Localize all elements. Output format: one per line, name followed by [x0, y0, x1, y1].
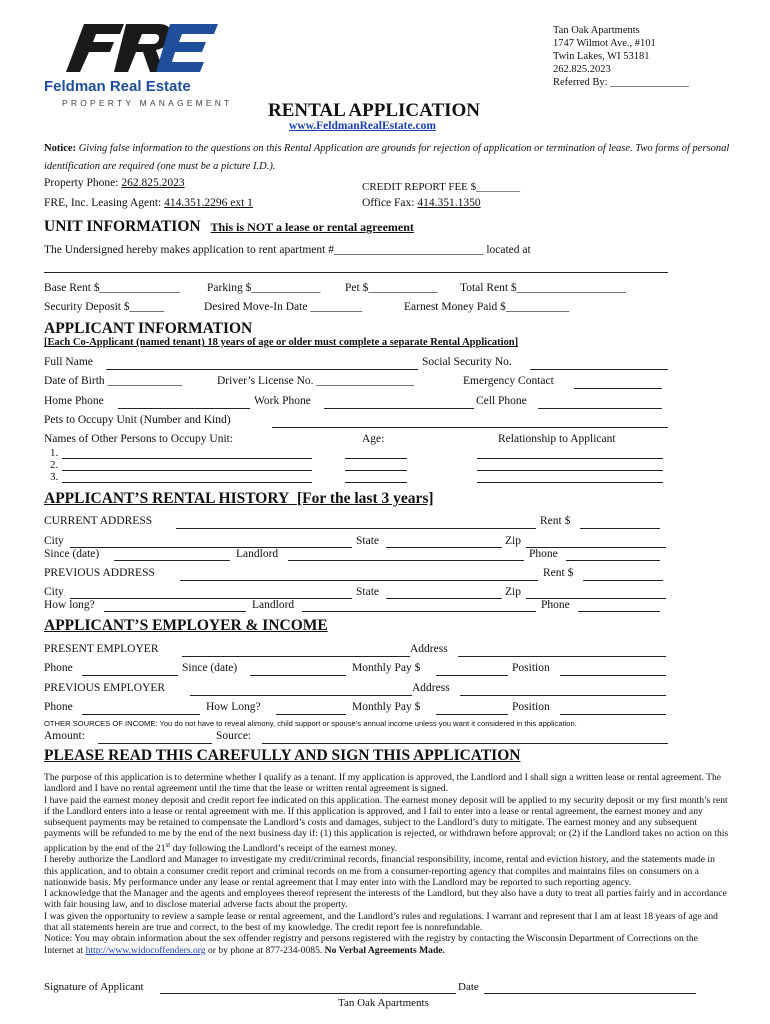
previous-monthly-pay-line[interactable]: [436, 714, 508, 715]
previous-how-long-label: How Long?: [206, 701, 261, 713]
full-name-line[interactable]: [106, 369, 418, 370]
work-phone-line[interactable]: [324, 408, 474, 409]
apartment-number-field[interactable]: The Undersigned hereby makes application to rent apartment #__________________________ located at: [44, 244, 531, 256]
agreement-paragraph: [44, 933, 730, 956]
office-fax-label: Office Fax:: [362, 197, 418, 209]
previous-employer-phone-line[interactable]: [82, 714, 200, 715]
previous-position-label: Position: [512, 701, 550, 713]
agreement-heading: PLEASE READ THIS CAREFULLY AND SIGN THIS APPLICATION: [44, 747, 521, 764]
occupant-relationship-line[interactable]: [477, 482, 663, 483]
notice-text: [44, 140, 734, 176]
address-line: 1747 Wilmot Ave., #101: [553, 38, 656, 49]
previous-landlord-phone-label: Phone: [541, 599, 570, 611]
rental-history-title: APPLICANT’S RENTAL HISTORY: [44, 490, 290, 507]
previous-state-line[interactable]: [386, 598, 502, 599]
address-line: 262.825.2023: [553, 64, 611, 75]
previous-landlord-label: Landlord: [252, 599, 295, 611]
pets-label: Pets to Occupy Unit (Number and Kind): [44, 414, 231, 426]
notice-body: Giving false information to the questions on this Rental Application are grounds for rejection of application or termination of lease. Two forms of personal identification are required (one must be a picture I.D.).: [44, 143, 730, 172]
present-employer-label: PRESENT EMPLOYER: [44, 643, 159, 655]
dob-field[interactable]: Date of Birth _____________: [44, 375, 183, 387]
since-date-label: Since (date): [44, 548, 100, 560]
current-address-line[interactable]: [176, 528, 536, 529]
pet-field[interactable]: Pet $____________: [345, 282, 438, 294]
occupant-age-line[interactable]: [345, 470, 407, 471]
current-city-line[interactable]: [70, 547, 352, 548]
company-name: Feldman Real Estate: [44, 78, 191, 95]
occupant-number: 3.: [50, 471, 59, 483]
occupant-age-line[interactable]: [345, 458, 407, 459]
offender-notice-phone: or by phone at 877-234-0085.: [205, 944, 325, 956]
source-line[interactable]: [262, 743, 668, 744]
work-phone-label: Work Phone: [254, 395, 311, 407]
previous-zip-label: Zip: [505, 586, 521, 598]
security-deposit-field[interactable]: Security Deposit $______: [44, 301, 165, 313]
current-landlord-phone-line[interactable]: [566, 560, 660, 561]
current-landlord-label: Landlord: [236, 548, 279, 560]
home-phone-line[interactable]: [118, 408, 250, 409]
unit-info-heading: [44, 218, 414, 236]
office-fax: [362, 197, 481, 209]
current-zip-label: Zip: [505, 535, 521, 547]
rental-history-sub: [For the last 3 years]: [296, 490, 434, 507]
occupant-name-line[interactable]: [62, 482, 312, 483]
notice-label: Notice:: [44, 143, 77, 154]
leasing-agent-label: FRE, Inc. Leasing Agent:: [44, 197, 165, 209]
occupant-name-line[interactable]: [62, 470, 312, 471]
monthly-pay-label: Monthly Pay $: [352, 662, 421, 674]
offender-registry-link[interactable]: http://www.widocoffenders.org: [85, 944, 206, 956]
previous-how-long-line[interactable]: [276, 714, 346, 715]
occupant-number: 1.: [50, 447, 59, 459]
agreement-paragraph: The purpose of this application is to determine whether I qualify as a tenant. If my application is approved, the Landlord and I shall sign a written lease or rental agreement. The landlord and I have no rental agreement until the time that the lease or written rental agreement is signed.: [44, 772, 722, 795]
previous-position-line[interactable]: [560, 714, 666, 715]
leasing-agent-phone: [44, 197, 253, 209]
no-verbal-agreements: No Verbal Agreements Made.: [324, 944, 445, 956]
previous-employer-line[interactable]: [190, 695, 412, 696]
fre-logo: [62, 22, 222, 74]
monthly-pay-line[interactable]: [436, 675, 508, 676]
previous-rent-line[interactable]: [583, 580, 663, 581]
website-link[interactable]: www.FeldmanRealEstate.com: [289, 120, 436, 132]
referred-by-field[interactable]: Referred By: _______________: [553, 77, 689, 88]
employer-since-line[interactable]: [250, 675, 346, 676]
previous-landlord-phone-line[interactable]: [578, 611, 660, 612]
ssn-label: Social Security No.: [422, 356, 512, 368]
unit-heading-text: UNIT INFORMATION: [44, 218, 201, 235]
previous-employer-address-label: Address: [412, 682, 450, 694]
property-phone-label: Property Phone:: [44, 177, 122, 189]
amount-label: Amount:: [44, 730, 85, 742]
cell-phone-line[interactable]: [538, 408, 662, 409]
cell-phone-label: Cell Phone: [476, 395, 527, 407]
employer-heading: APPLICANT’S EMPLOYER & INCOME: [44, 617, 328, 634]
previous-state-label: State: [356, 586, 379, 598]
employer-since-label: Since (date): [182, 662, 238, 674]
co-applicant-note: [Each Co-Applicant (named tenant) 18 years of age or older must complete a separate Rental Application]: [44, 337, 519, 348]
current-address-label: CURRENT ADDRESS: [44, 515, 153, 527]
previous-landlord-line[interactable]: [302, 611, 536, 612]
employer-phone-line[interactable]: [82, 675, 178, 676]
credit-report-fee-field[interactable]: CREDIT REPORT FEE $________: [362, 181, 521, 193]
home-phone-label: Home Phone: [44, 395, 104, 407]
position-line[interactable]: [560, 675, 666, 676]
previous-rent-label: Rent $: [543, 567, 574, 579]
current-landlord-phone-label: Phone: [529, 548, 558, 560]
offender-notice: Notice: You may obtain information about the sex offender registry and persons registered with the registry by contacting the Wisconsin Department of Corrections on the Internet at: [44, 933, 698, 956]
full-name-label: Full Name: [44, 356, 93, 368]
emergency-contact-line[interactable]: [574, 388, 662, 389]
unit-note: This is NOT a lease or rental agreement: [210, 220, 414, 234]
date-line[interactable]: [484, 993, 696, 994]
current-rent-line[interactable]: [580, 528, 660, 529]
current-state-line[interactable]: [386, 547, 502, 548]
current-landlord-line[interactable]: [288, 560, 524, 561]
page-title: RENTAL APPLICATION: [268, 100, 481, 121]
present-employer-address-line[interactable]: [458, 656, 666, 657]
leasing-agent-value: 414.351.2296 ext 1: [164, 197, 253, 209]
move-in-date-field[interactable]: Desired Move-In Date _________: [204, 301, 363, 313]
ordinal-suffix: st: [165, 840, 171, 849]
position-label: Position: [512, 662, 550, 674]
drivers-license-field[interactable]: Driver’s License No. _________________: [217, 375, 415, 387]
total-rent-field[interactable]: Total Rent $___________________: [460, 282, 626, 294]
office-fax-value: 414.351.1350: [417, 197, 481, 209]
property-phone-value: 262.825.2023: [121, 177, 185, 189]
property-phone: [44, 177, 185, 189]
how-long-line[interactable]: [104, 611, 246, 612]
previous-employer-phone-label: Phone: [44, 701, 73, 713]
age-label: Age:: [362, 433, 385, 445]
present-employer-address-label: Address: [410, 643, 448, 655]
occupant-relationship-line[interactable]: [477, 458, 663, 459]
applicant-info-heading: APPLICANT INFORMATION: [44, 320, 253, 337]
company-tagline: PROPERTY MANAGEMENT: [62, 98, 233, 108]
previous-city-line[interactable]: [70, 598, 352, 599]
earnest-money-text: I have paid the earnest money deposit and credit report fee indicated on this application. The earnest money deposit will be applied to my security deposit or my first month’s rent if the Landlord enters into a lease or rental agreement with me. If this application is approved, and I fail to enter into a lease or rental agreement, the earnest money and any subsequent payments may be retained to compensate the Landlord’s costs and damages, subject to the Landlord’s duty to mitigate. The earnest money and any subsequent payments will be refunded to me by the end of the next business day if: (1) this application is rejected, or withdrawn before approval; or (2) if the Landlord takes no action on this application by the end of the 21: [44, 794, 729, 854]
relationship-label: Relationship to Applicant: [498, 433, 616, 445]
property-address-block: [553, 24, 689, 89]
previous-employer-address-line[interactable]: [460, 695, 666, 696]
earnest-money-text-end: day following the Landlord’s receipt of the earnest money.: [170, 842, 398, 854]
previous-address-line[interactable]: [180, 580, 538, 581]
amount-line[interactable]: [98, 743, 212, 744]
agreement-paragraph: [44, 795, 730, 855]
address-line: Twin Lakes, WI 53181: [553, 51, 650, 62]
present-employer-line[interactable]: [182, 656, 410, 657]
base-rent-field[interactable]: Base Rent $______________: [44, 282, 181, 294]
agreement-paragraph: I hereby authorize the Landlord and Manager to investigate my credit/criminal records, financial responsibility, income, rental and eviction history, and the statements made in this application, and to obtain a consumer credit report and criminal records on me from a consumer-reporting agency that compiles and maintains files on consumers on a nationwide basis. My performance under any lease or rental agreement that I may enter into with the Landlord may be reported to such reporting agency.: [44, 854, 715, 888]
source-label: Source:: [216, 730, 252, 742]
current-rent-label: Rent $: [540, 515, 571, 527]
address-line: Tan Oak Apartments: [553, 25, 640, 36]
agreement-paragraph: I acknowledge that the Manager and the agents and employees thereof represent the interests of the Landlord, but they also have a duty to treat all parties fairly and in accordance with fair housing law, and to disclose material adverse facts about the property.: [44, 888, 727, 911]
footer-text: Tan Oak Apartments: [338, 997, 429, 1009]
occupant-relationship-line[interactable]: [477, 470, 663, 471]
previous-city-label: City: [44, 586, 64, 598]
occupant-number: 2.: [50, 459, 59, 471]
occupant-age-line[interactable]: [345, 482, 407, 483]
since-date-line[interactable]: [114, 560, 230, 561]
how-long-label: How long?: [44, 599, 95, 611]
emergency-contact-label: Emergency Contact: [463, 375, 554, 387]
current-state-label: State: [356, 535, 379, 547]
signature-line[interactable]: [160, 993, 456, 994]
current-city-label: City: [44, 535, 64, 547]
previous-employer-label: PREVIOUS EMPLOYER: [44, 682, 166, 694]
earnest-money-field[interactable]: Earnest Money Paid $___________: [404, 301, 570, 313]
pets-line[interactable]: [272, 427, 668, 428]
employer-phone-label: Phone: [44, 662, 73, 674]
ssn-line[interactable]: [530, 369, 668, 370]
other-income-note: OTHER SOURCES OF INCOME: You do not have to reveal alimony, child support or spouse’s annual income unless you want it considered in this application.: [44, 719, 577, 728]
signature-label: Signature of Applicant: [44, 981, 144, 993]
rental-history-heading: [44, 490, 434, 508]
other-persons-label: Names of Other Persons to Occupy Unit:: [44, 433, 234, 445]
parking-field[interactable]: Parking $____________: [207, 282, 321, 294]
agreement-text: [44, 772, 730, 956]
location-line[interactable]: [44, 272, 668, 273]
previous-monthly-pay-label: Monthly Pay $: [352, 701, 421, 713]
date-label: Date: [458, 981, 479, 993]
previous-address-label: PREVIOUS ADDRESS: [44, 567, 155, 579]
agreement-paragraph: I was given the opportunity to review a sample lease or rental agreement, and the Landlord’s rules and regulations. I warrant and represent that I am at least 18 years of age and that all statements herein are true and correct, to the best of my knowledge. The credit report fee is nonrefundable.: [44, 910, 718, 934]
occupant-name-line[interactable]: [62, 458, 312, 459]
